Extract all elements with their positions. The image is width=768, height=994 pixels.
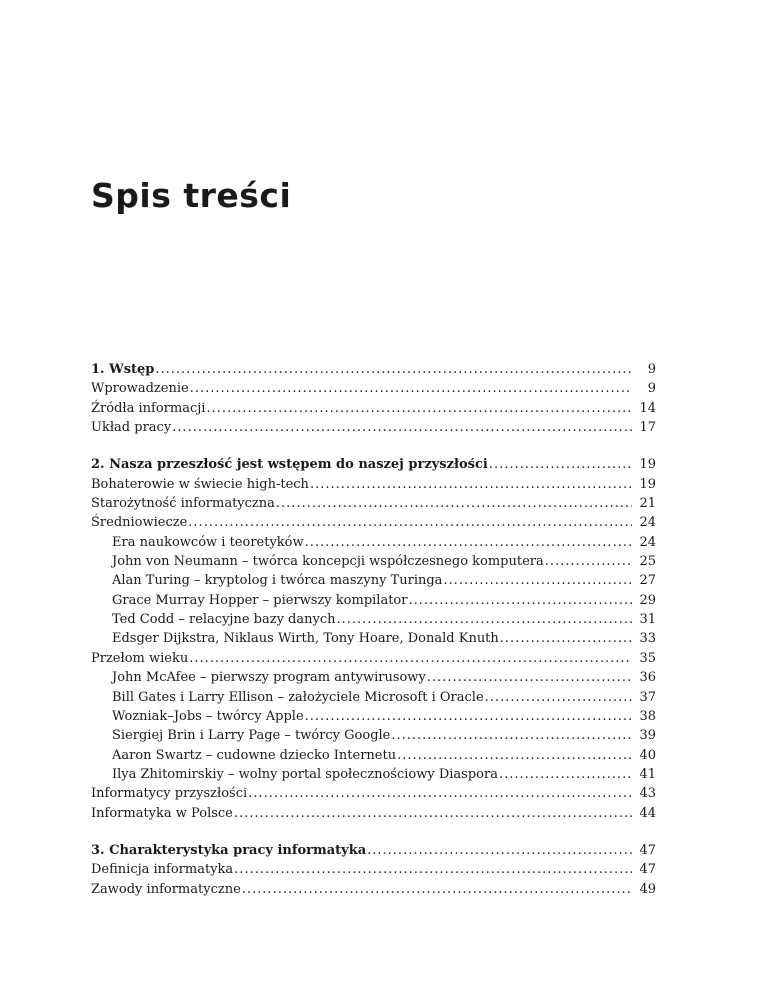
toc-entry-row[interactable] bbox=[91, 379, 656, 398]
toc-page-number: 41 bbox=[639, 766, 656, 782]
toc-page-number: 47 bbox=[639, 862, 656, 878]
toc-dot-leader bbox=[485, 688, 632, 707]
toc-entry-title: Wprowadzenie bbox=[91, 381, 189, 397]
toc-dot-leader bbox=[248, 784, 632, 803]
toc-page-number: 24 bbox=[639, 534, 656, 550]
toc-entry-title: Aaron Swartz – cudowne dziecko Internetu bbox=[112, 747, 397, 763]
toc-entry-row[interactable] bbox=[91, 494, 656, 513]
toc-entry-row[interactable] bbox=[91, 804, 656, 823]
toc-dot-leader bbox=[337, 610, 632, 629]
toc-entry-row[interactable] bbox=[91, 726, 656, 745]
toc-page-number: 36 bbox=[639, 670, 656, 686]
toc-entry-title: Informatyka w Polsce bbox=[91, 805, 233, 821]
toc-entry-title: Era naukowców i teoretyków bbox=[112, 534, 304, 550]
toc-entry-row[interactable] bbox=[91, 475, 656, 494]
toc-entry-row[interactable] bbox=[91, 513, 656, 532]
toc-chapter-row[interactable] bbox=[91, 455, 656, 474]
toc-entry-row[interactable] bbox=[91, 649, 656, 668]
toc-entry-title: 1. Wstęp bbox=[91, 362, 155, 377]
toc-dot-leader bbox=[172, 418, 632, 437]
toc-dot-leader bbox=[545, 552, 632, 571]
toc-page-number: 14 bbox=[639, 400, 656, 416]
toc-entry-title: Bill Gates i Larry Ellison – założyciele Microsoft i Oracle bbox=[112, 689, 484, 705]
toc-entry-row[interactable] bbox=[91, 784, 656, 803]
toc-dot-leader bbox=[234, 804, 632, 823]
toc-entry-row[interactable] bbox=[91, 765, 656, 784]
toc-dot-leader bbox=[305, 533, 632, 552]
toc-entry-row[interactable] bbox=[91, 571, 656, 590]
toc-page-number: 33 bbox=[639, 631, 656, 647]
toc-dot-leader bbox=[397, 746, 632, 765]
toc-dot-leader bbox=[206, 399, 632, 418]
toc-page-number: 49 bbox=[639, 881, 656, 897]
toc-entry-title: John von Neumann – twórca koncepcji współczesnego komputera bbox=[112, 554, 544, 570]
toc-entry-title: Średniowiecze bbox=[91, 515, 188, 531]
toc-entry-title: 2. Nasza przeszłość jest wstępem do naszej przyszłości bbox=[91, 457, 488, 473]
toc-entry-title: Starożytność informatyczna bbox=[91, 496, 275, 512]
table-of-contents bbox=[91, 360, 656, 917]
toc-dot-leader bbox=[189, 649, 632, 668]
toc-entry-title: John McAfee – pierwszy program antywirusowy bbox=[112, 670, 426, 686]
toc-chapter-row[interactable] bbox=[91, 360, 656, 379]
toc-page-number: 40 bbox=[639, 747, 656, 763]
toc-dot-leader bbox=[500, 629, 632, 648]
toc-section bbox=[91, 360, 656, 437]
toc-page-number: 19 bbox=[639, 457, 656, 473]
page-title: Spis treści bbox=[91, 176, 292, 215]
toc-page-number: 39 bbox=[639, 728, 656, 744]
toc-entry-title: Przełom wieku bbox=[91, 650, 189, 666]
toc-entry-title: Bohaterowie w świecie high-tech bbox=[91, 476, 309, 492]
toc-dot-leader bbox=[489, 455, 632, 474]
toc-dot-leader bbox=[443, 571, 632, 590]
toc-dot-leader bbox=[499, 765, 632, 784]
toc-page-number: 9 bbox=[647, 381, 656, 397]
toc-dot-leader bbox=[190, 379, 632, 398]
toc-entry-title: Informatycy przyszłości bbox=[91, 786, 248, 802]
toc-page-number: 35 bbox=[639, 650, 656, 666]
toc-section bbox=[91, 455, 656, 823]
toc-section bbox=[91, 841, 656, 899]
toc-page-number: 44 bbox=[639, 805, 656, 821]
toc-entry-title: Układ pracy bbox=[91, 420, 172, 436]
toc-entry-title: Siergiej Brin i Larry Page – twórcy Google bbox=[112, 728, 391, 744]
toc-page-number: 9 bbox=[647, 362, 656, 377]
toc-dot-leader bbox=[242, 880, 632, 899]
toc-entry-row[interactable] bbox=[91, 707, 656, 726]
toc-entry-row[interactable] bbox=[91, 746, 656, 765]
toc-page-number: 31 bbox=[639, 612, 656, 628]
toc-page-number: 29 bbox=[639, 592, 656, 608]
toc-entry-title: Grace Murray Hopper – pierwszy kompilator bbox=[112, 592, 408, 608]
toc-entry-row[interactable] bbox=[91, 610, 656, 629]
toc-dot-leader bbox=[427, 668, 632, 687]
toc-dot-leader bbox=[188, 513, 632, 532]
toc-page-number: 17 bbox=[639, 420, 656, 436]
toc-entry-row[interactable] bbox=[91, 418, 656, 437]
toc-page-number: 19 bbox=[639, 476, 656, 492]
toc-entry-title: Definicja informatyka bbox=[91, 862, 234, 878]
toc-entry-title: Alan Turing – kryptolog i twórca maszyny Turinga bbox=[112, 573, 443, 589]
toc-page-number: 24 bbox=[639, 515, 656, 531]
toc-page-number: 25 bbox=[639, 554, 656, 570]
toc-page-number: 47 bbox=[639, 842, 656, 858]
toc-entry-title: Ilya Zhitomirskiy – wolny portal społecznościowy Diaspora bbox=[112, 766, 498, 782]
toc-page-number: 21 bbox=[639, 496, 656, 512]
toc-entry-title: Źródła informacji bbox=[91, 400, 206, 416]
toc-entry-row[interactable] bbox=[91, 880, 656, 899]
toc-entry-row[interactable] bbox=[91, 688, 656, 707]
toc-page-number: 37 bbox=[639, 689, 656, 705]
toc-entry-title: Wozniak–Jobs – twórcy Apple bbox=[112, 708, 304, 724]
toc-page-number: 43 bbox=[639, 786, 656, 802]
toc-dot-leader bbox=[408, 591, 632, 610]
toc-dot-leader bbox=[276, 494, 632, 513]
toc-dot-leader bbox=[391, 726, 632, 745]
toc-dot-leader bbox=[155, 360, 632, 379]
toc-dot-leader bbox=[305, 707, 632, 726]
toc-dot-leader bbox=[234, 860, 632, 879]
toc-entry-row[interactable] bbox=[91, 629, 656, 648]
toc-entry-row[interactable] bbox=[91, 591, 656, 610]
toc-entry-row[interactable] bbox=[91, 668, 656, 687]
toc-entry-row[interactable] bbox=[91, 533, 656, 552]
toc-dot-leader bbox=[367, 841, 632, 860]
toc-entry-row[interactable] bbox=[91, 552, 656, 571]
toc-entry-title: Edsger Dijkstra, Niklaus Wirth, Tony Hoare, Donald Knuth bbox=[112, 631, 499, 647]
toc-entry-title: Zawody informatyczne bbox=[91, 881, 241, 897]
toc-page-number: 38 bbox=[639, 708, 656, 724]
toc-entry-row[interactable] bbox=[91, 399, 656, 418]
toc-dot-leader bbox=[310, 475, 632, 494]
toc-page-number: 27 bbox=[639, 573, 656, 589]
toc-entry-title: 3. Charakterystyka pracy informatyka bbox=[91, 842, 367, 858]
toc-entry-title: Ted Codd – relacyjne bazy danych bbox=[112, 612, 336, 628]
toc-chapter-row[interactable] bbox=[91, 841, 656, 860]
toc-entry-row[interactable] bbox=[91, 860, 656, 879]
